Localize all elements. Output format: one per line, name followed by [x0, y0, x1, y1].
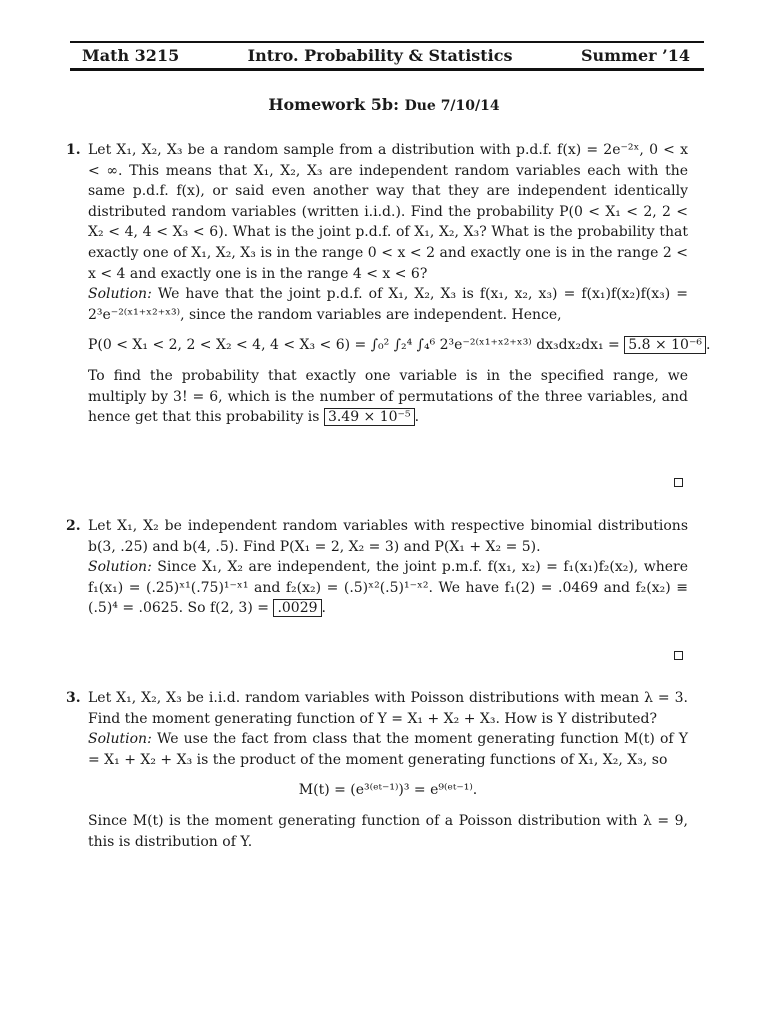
course-title: Intro. Probability & Statistics	[247, 46, 513, 65]
solution-label: Solution:	[88, 559, 152, 576]
solution	[88, 284, 688, 325]
mgf-equation: M(t) = (e³⁽ᵉᵗ⁻¹⁾)³ = e⁹⁽ᵉᵗ⁻¹⁾.	[298, 782, 478, 799]
solution-text: We have that the joint p.d.f. of X₁, X₂, X₃ is f(x₁, x₂, x₃) = f(x₁)f(x₂)f(x₃) = 2³e⁻²⁽ˣ¹⁺ˣ²⁺ˣ³⁾, since the random variables are independent. Hence,	[88, 286, 688, 323]
problem-3	[66, 688, 689, 852]
qed-square-icon	[674, 478, 683, 487]
course-number: Math 3215	[82, 46, 180, 65]
problem-statement: Let X₁, X₂, X₃ be i.i.d. random variables with Poisson distributions with mean λ = 3. Find the moment generating function of Y = X₁ + X₂ + X₃. How is Y distributed?	[88, 690, 688, 727]
boxed-answer: 5.8 × 10⁻⁶	[624, 336, 706, 354]
homework-title-main: Homework 5b:	[268, 95, 400, 114]
integral-equation: P(0 < X₁ < 2, 2 < X₂ < 4, 4 < X₃ < 6) = ∫₀² ∫₂⁴ ∫₄⁶ 2³e⁻²⁽ˣ¹⁺ˣ²⁺ˣ³⁾ dx₃dx₂dx₁ = 5.8 × 10⁻⁶ .	[88, 337, 711, 354]
due-date: Due 7/10/14	[404, 98, 500, 114]
problem-2	[66, 516, 688, 619]
solution: Solution: Since X₁, X₂ are independent, the joint p.m.f. f(x₁, x₂) = f₁(x₁)f₂(x₂), where f₁(x₁) = (.25)ˣ¹(.75)¹⁻ˣ¹ and f₂(x₂) = (.5)ˣ²(.5)¹⁻ˣ². We have f₁(2) = .0469 and f₂(x₂) ≡ (.5)⁴ = .0625. So f(2, 3) = .0029 .	[88, 559, 688, 617]
solution-text: Since X₁, X₂ are independent, the joint p.m.f. f(x₁, x₂) = f₁(x₁)f₂(x₂), where f₁(x₁) = (.25)ˣ¹(.75)¹⁻ˣ¹ and f₂(x₂) = (.5)ˣ²(.5)¹⁻ˣ². We have f₁(2) = .0469 and f₂(x₂) ≡ (.5)⁴ = .0625. So f(2, 3) =	[88, 559, 688, 617]
page-header	[70, 41, 704, 71]
solution-text: We use the fact from class that the moment generating function M(t) of Y = X₁ + X₂ + X₃ is the product of the moment generating functions of X₁, X₂, X₃, so	[88, 731, 689, 768]
solution-label: Solution:	[88, 731, 152, 748]
problem-1	[66, 140, 711, 428]
solution-continued: To find the probability that exactly one variable is in the specified range, we multiply by 3! = 6, which is the number of permutations of the three variables, and hence get that this probability is 3.49 × 10⁻⁵ .	[88, 367, 688, 426]
solution	[88, 729, 688, 770]
problem-number: 2.	[66, 518, 81, 534]
conclusion: Since M(t) is the moment generating function of a Poisson distribution with λ = 9, this is distribution of Y.	[88, 812, 688, 850]
solution-text-2: To find the probability that exactly one variable is in the specified range, we multiply by 3! = 6, which is the number of permutations of the three variables, and hence get that this probability is	[88, 367, 688, 426]
problem-number: 3.	[66, 690, 81, 706]
solution-label: Solution:	[88, 286, 152, 303]
problem-statement: Let X₁, X₂, X₃ be a random sample from a distribution with p.d.f. f(x) = 2e⁻²ˣ, 0 < x < ∞. This means that X₁, X₂, X₃ are independent random variables each with the same p.d.f. f(x), or said even another way that they are independent identically distributed random variables (written i.i.d.). Find the probability P(0 < X₁ < 2, 2 < X₂ < 4, 4 < X₃ < 6). What is the joint p.d.f. of X₁, X₂, X₃? What is the probability that exactly one of X₁, X₂, X₃ is in the range 0 < x < 2 and exactly one is in the range 2 < x < 4 and exactly one is in the range 4 < x < 6?	[88, 142, 688, 282]
boxed-answer-2: 3.49 × 10⁻⁵	[324, 408, 415, 426]
qed-square-icon	[674, 651, 683, 660]
problem-statement: Let X₁, X₂ be independent random variables with respective binomial distributions b(3, .25) and b(4, .5). Find P(X₁ = 2, X₂ = 3) and P(X₁ + X₂ = 5).	[88, 518, 688, 555]
equation-lhs: P(0 < X₁ < 2, 2 < X₂ < 4, 4 < X₃ < 6) = ∫₀² ∫₂⁴ ∫₄⁶ 2³e⁻²⁽ˣ¹⁺ˣ²⁺ˣ³⁾ dx₃dx₂dx₁ =	[88, 337, 620, 354]
boxed-answer: .0029	[273, 599, 321, 617]
problem-number: 1.	[66, 142, 81, 158]
homework-title	[0, 95, 768, 114]
term: Summer ’14	[580, 46, 690, 65]
